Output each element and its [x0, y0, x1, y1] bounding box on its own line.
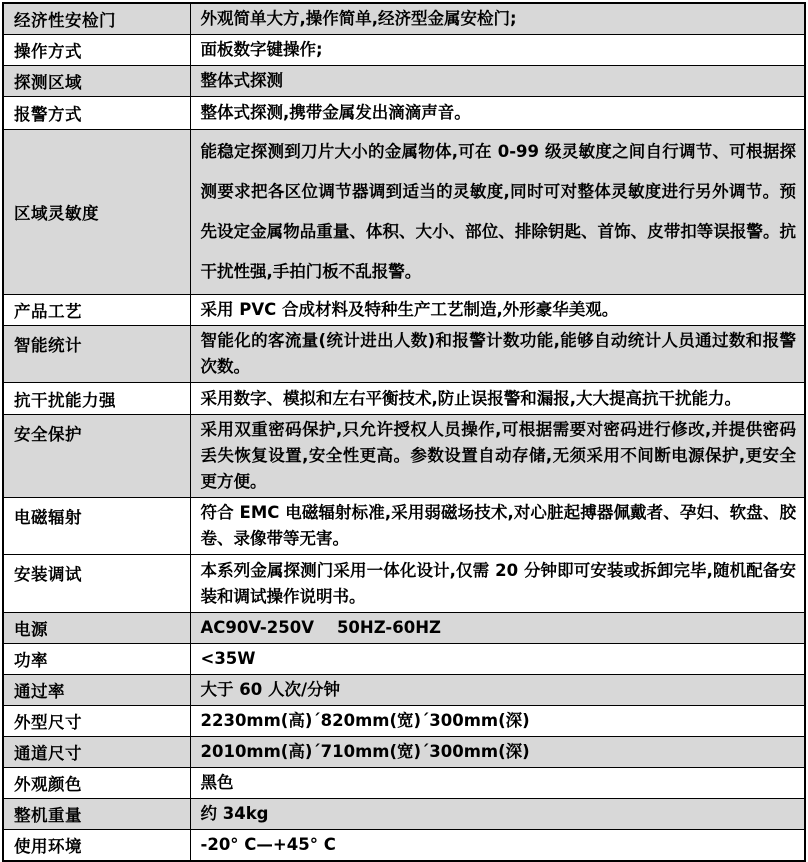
spec-label: 报警方式 — [3, 97, 190, 130]
spec-value: 2230mm(高)´820mm(宽)´300mm(深) — [190, 706, 805, 737]
spec-value: 整体式探测 — [190, 66, 805, 97]
spec-label: 使用环境 — [3, 830, 190, 862]
spec-label: 外型尺寸 — [3, 706, 190, 737]
table-row — [3, 737, 805, 768]
spec-value: 约 34kg — [190, 799, 805, 830]
spec-label: 外观颜色 — [3, 768, 190, 799]
spec-label: 经济性安检门 — [3, 3, 190, 35]
table-row — [3, 498, 805, 555]
spec-value: AC90V-250V 50HZ-60HZ — [190, 613, 805, 644]
table-row — [3, 66, 805, 97]
spec-label: 产品工艺 — [3, 295, 190, 326]
spec-value: 外观简单大方,操作简单,经济型金属安检门; — [190, 3, 805, 35]
spec-value: 采用数字、模拟和左右平衡技术,防止误报警和漏报,大大提高抗干扰能力。 — [190, 383, 805, 415]
table-row — [3, 799, 805, 830]
table-row — [3, 768, 805, 799]
spec-value: 采用 PVC 合成材料及特种生产工艺制造,外形豪华美观。 — [190, 295, 805, 326]
spec-value: 面板数字键操作; — [190, 35, 805, 66]
spec-label: 区域灵敏度 — [3, 130, 190, 295]
table-row — [3, 326, 805, 383]
spec-value: <35W — [190, 644, 805, 675]
spec-value: -20° C—+45° C — [190, 830, 805, 862]
spec-value: 大于 60 人次/分钟 — [190, 675, 805, 706]
spec-label: 安全保护 — [3, 415, 190, 498]
spec-value: 黑色 — [190, 768, 805, 799]
spec-label: 通道尺寸 — [3, 737, 190, 768]
spec-value: 智能化的客流量(统计进出人数)和报警计数功能,能够自动统计人员通过数和报警次数。 — [190, 326, 805, 383]
spec-label: 整机重量 — [3, 799, 190, 830]
spec-label: 抗干扰能力强 — [3, 383, 190, 415]
table-row — [3, 383, 805, 415]
table-row — [3, 295, 805, 326]
table-row — [3, 3, 805, 35]
table-row — [3, 555, 805, 613]
table-row — [3, 644, 805, 675]
spec-label: 智能统计 — [3, 326, 190, 383]
spec-value: 2010mm(高)´710mm(宽)´300mm(深) — [190, 737, 805, 768]
table-row — [3, 130, 805, 295]
table-row — [3, 613, 805, 644]
table-row — [3, 415, 805, 498]
spec-value: 整体式探测,携带金属发出滴滴声音。 — [190, 97, 805, 130]
spec-label: 探测区域 — [3, 66, 190, 97]
spec-label: 操作方式 — [3, 35, 190, 66]
spec-value: 能稳定探测到刀片大小的金属物体,可在 0-99 级灵敏度之间自行调节、可根据探测要求把各区位调节器调到适当的灵敏度,同时可对整体灵敏度进行另外调节。预先设定金属物品重量、体积、大小、部位、排除钥匙、首饰、皮带扣等误报警。抗干扰性强,手拍门板不乱报警。 — [190, 130, 805, 295]
table-row — [3, 830, 805, 862]
table-row — [3, 35, 805, 66]
spec-value: 本系列金属探测门采用一体化设计,仅需 20 分钟即可安装或拆卸完毕,随机配备安装和调试操作说明书。 — [190, 555, 805, 613]
spec-label: 通过率 — [3, 675, 190, 706]
table-row — [3, 706, 805, 737]
spec-table — [2, 2, 806, 862]
spec-label: 功率 — [3, 644, 190, 675]
spec-value: 采用双重密码保护,只允许授权人员操作,可根据需要对密码进行修改,并提供密码丢失恢复设置,安全性更高。参数设置自动存储,无须采用不间断电源保护,更安全更方便。 — [190, 415, 805, 498]
spec-value: 符合 EMC 电磁辐射标准,采用弱磁场技术,对心脏起搏器佩戴者、孕妇、软盘、胶卷、录像带等无害。 — [190, 498, 805, 555]
table-row — [3, 675, 805, 706]
spec-label: 电源 — [3, 613, 190, 644]
table-row — [3, 97, 805, 130]
spec-label: 电磁辐射 — [3, 498, 190, 555]
spec-label: 安装调试 — [3, 555, 190, 613]
